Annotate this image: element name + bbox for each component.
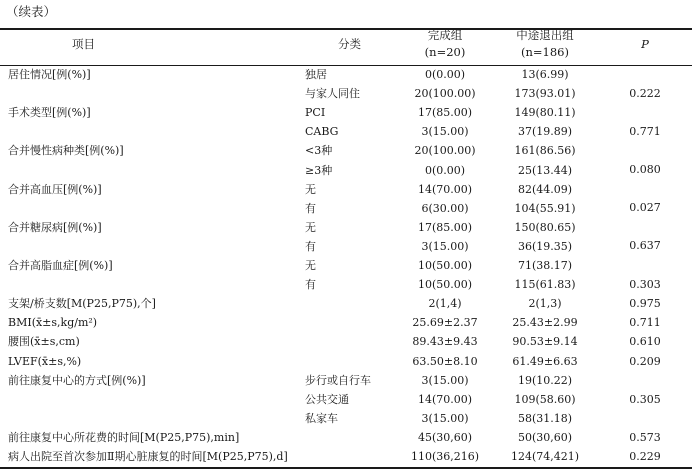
cell-complete-group: 17(85.00) — [417, 220, 473, 234]
cell-complete-group: 0(0.00) — [424, 68, 466, 81]
cell-dropout-group: 37(19.89) — [517, 125, 573, 139]
cell-complete-group: 10(50.00) — [417, 278, 473, 292]
cell-p-value: 0.975 — [629, 297, 661, 311]
header-category: 分类 — [338, 37, 361, 51]
row-item-label: LVEF(x̄±s,%) — [8, 354, 82, 368]
cell-dropout-group: 161(86.56) — [514, 144, 576, 158]
cell-dropout-group: 50(30,60) — [517, 430, 573, 444]
cell-p-value: 0.027 — [629, 201, 661, 215]
cell-dropout-group: 90.53±9.14 — [512, 335, 578, 349]
row-item-label: 居住情况[例(%)] — [8, 68, 91, 81]
header-dropout-group: 中途退出组 — [516, 28, 574, 42]
cell-dropout-group: 61.49±6.63 — [512, 354, 578, 368]
row-category: 有 — [305, 239, 316, 253]
cell-complete-group: 89.43±9.43 — [412, 335, 478, 349]
row-item-label: 合并高脂血症[例(%)] — [8, 259, 113, 272]
cell-dropout-group: 36(19.35) — [517, 239, 573, 253]
row-category: 无 — [305, 220, 316, 234]
cell-complete-group: 2(1,4) — [428, 297, 462, 311]
row-category: 无 — [305, 182, 316, 196]
header-complete-group: 完成组 — [427, 28, 463, 42]
row-item-label: 支架/桥支数[M(P25,P75),个] — [8, 297, 156, 311]
row-item-label: 合并慢性病种类[例(%)] — [8, 144, 124, 158]
cell-p-value: 0.637 — [629, 239, 661, 253]
row-item-label: 腰围(x̄±s,cm) — [8, 335, 80, 349]
cell-complete-group: 110(36,216) — [410, 450, 480, 463]
cell-dropout-group: 115(61.83) — [514, 278, 576, 292]
cell-complete-group: 14(70.00) — [417, 182, 473, 196]
cell-complete-group: 45(30,60) — [417, 430, 473, 444]
cell-dropout-group: 150(80.65) — [514, 220, 576, 234]
row-category: 有 — [305, 201, 316, 215]
cell-complete-group: 17(85.00) — [417, 106, 473, 120]
cell-complete-group: 20(100.00) — [414, 144, 476, 158]
row-category: 有 — [305, 278, 316, 292]
cell-complete-group: 6(30.00) — [421, 201, 469, 215]
cell-p-value: 0.610 — [629, 335, 661, 349]
cell-dropout-group: 13(6.99) — [521, 68, 569, 81]
row-category: PCI — [305, 106, 326, 120]
row-category: 独居 — [305, 68, 327, 81]
table-caption: （续表） — [6, 4, 57, 19]
row-category: 与家人同住 — [305, 87, 360, 101]
row-category: ≥3种 — [305, 163, 333, 177]
cell-complete-group: 3(15.00) — [421, 373, 469, 387]
row-item-label: BMI(x̄±s,kg/m²) — [8, 316, 98, 330]
cell-p-value: 0.305 — [629, 392, 661, 406]
bottom-rule — [0, 467, 692, 469]
cell-p-value: 0.222 — [629, 86, 661, 100]
cell-p-value: 0.303 — [629, 277, 661, 291]
cell-complete-group: 25.69±2.37 — [412, 316, 478, 330]
cell-complete-group: 10(50.00) — [417, 259, 473, 272]
row-category: 公共交通 — [305, 392, 349, 406]
cell-dropout-group: 124(74,421) — [510, 450, 580, 463]
row-item-label: 前往康复中心的方式[例(%)] — [8, 373, 146, 387]
cell-p-value: 0.771 — [629, 124, 661, 138]
cell-complete-group: 20(100.00) — [414, 87, 476, 101]
cell-complete-group: 3(15.00) — [421, 125, 469, 139]
cell-p-value: 0.711 — [629, 316, 661, 330]
cell-dropout-group: 109(58.60) — [514, 392, 576, 406]
cell-complete-group: 0(0.00) — [424, 163, 466, 177]
cell-p-value: 0.229 — [629, 450, 661, 463]
cell-p-value: 0.573 — [629, 430, 661, 444]
cell-dropout-group: 19(10.22) — [517, 373, 573, 387]
row-item-label: 病人出院至首次参加Ⅱ期心脏康复的时间[M(P25,P75),d] — [8, 450, 288, 463]
row-category: <3种 — [305, 144, 333, 158]
cell-complete-group: 14(70.00) — [417, 392, 473, 406]
row-item-label: 合并高血压[例(%)] — [8, 182, 102, 196]
row-item-label: 手术类型[例(%)] — [8, 106, 91, 120]
cell-complete-group: 63.50±8.10 — [412, 354, 478, 368]
cell-dropout-group: 25.43±2.99 — [512, 316, 578, 330]
cell-dropout-group: 149(80.11) — [514, 106, 576, 120]
cell-dropout-group: 25(13.44) — [517, 163, 573, 177]
row-item-label: 前往康复中心所花费的时间[M(P25,P75),min] — [8, 430, 240, 444]
cell-p-value: 0.080 — [629, 162, 661, 176]
row-category: CABG — [305, 125, 339, 139]
cell-dropout-group: 173(93.01) — [514, 87, 576, 101]
header-p: P — [641, 37, 649, 51]
row-item-label: 合并糖尿病[例(%)] — [8, 220, 102, 234]
header-dropout-n: (n=186) — [521, 45, 569, 59]
cell-complete-group: 3(15.00) — [421, 239, 469, 253]
cell-dropout-group: 104(55.91) — [514, 201, 576, 215]
cell-dropout-group: 71(38.17) — [517, 259, 573, 272]
row-category: 步行或自行车 — [305, 373, 371, 387]
row-category: 无 — [305, 259, 316, 272]
cell-dropout-group: 82(44.09) — [517, 182, 573, 196]
header-rule — [0, 65, 692, 66]
cell-dropout-group: 58(31.18) — [517, 411, 573, 425]
header-complete-n: (n=20) — [424, 45, 466, 59]
cell-dropout-group: 2(1,3) — [528, 297, 562, 311]
cell-complete-group: 3(15.00) — [421, 411, 469, 425]
header-item: 项目 — [72, 37, 95, 51]
row-category: 私家车 — [305, 411, 338, 425]
cell-p-value: 0.209 — [629, 354, 661, 368]
